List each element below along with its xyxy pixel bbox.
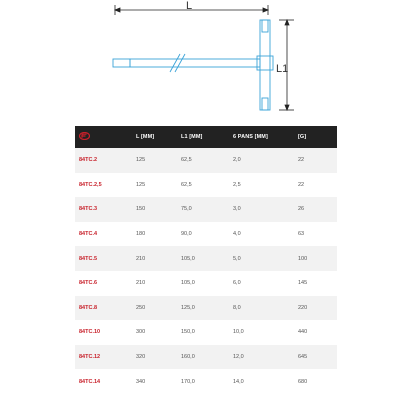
facom-logo-icon [79, 132, 90, 140]
weight-cell: 26 [298, 206, 305, 213]
l-cell: 125 [136, 157, 146, 164]
l-cell: 150 [136, 206, 146, 213]
table-row [75, 271, 337, 296]
ref-cell: 84TC.3 [79, 206, 98, 213]
weight-cell: 145 [298, 280, 308, 287]
ref-cell: 84TC.10 [79, 329, 101, 336]
table-row [75, 296, 337, 321]
length-label: L [185, 0, 193, 12]
table-row [75, 197, 337, 222]
pans-cell: 4,0 [233, 231, 241, 238]
l-cell: 125 [136, 181, 146, 188]
l1-cell: 90,0 [181, 231, 192, 238]
pans-cell: 5,0 [233, 255, 241, 262]
l1-cell: 160,0 [181, 354, 195, 361]
weight-cell: 680 [298, 378, 308, 385]
l-cell: 340 [136, 378, 146, 385]
ref-cell: 84TC.12 [79, 354, 101, 361]
l1-cell: 62,5 [181, 181, 192, 188]
weight-cell: 63 [298, 231, 305, 238]
l-cell: 300 [136, 329, 146, 336]
tool-handle [257, 20, 273, 110]
ref-cell: 84TC.2,5 [79, 181, 102, 188]
table-row [75, 369, 337, 394]
pans-cell: 8,0 [233, 304, 241, 311]
ref-cell: 84TC.6 [79, 280, 98, 287]
pans-cell: 3,0 [233, 206, 241, 213]
l-cell: 180 [136, 231, 146, 238]
col-header-l1: L1 [MM] [181, 134, 203, 140]
tool-shaft [113, 54, 260, 72]
pans-cell: 6,0 [233, 280, 241, 287]
col-header-6-pans: 6 PANS [MM] [233, 134, 268, 140]
ref-cell: 84TC.4 [79, 231, 98, 238]
table-row [75, 320, 337, 345]
specification-table [75, 126, 337, 394]
l1-cell: 125,0 [181, 304, 195, 311]
pans-cell: 2,0 [233, 157, 241, 164]
l1-cell: 62,5 [181, 157, 192, 164]
l-cell: 250 [136, 304, 146, 311]
t-handle-hex-key-diagram [0, 0, 400, 125]
ref-cell: 84TC.8 [79, 304, 98, 311]
weight-cell: 22 [298, 181, 305, 188]
ref-cell: 84TC.2 [79, 157, 98, 164]
weight-cell: 100 [298, 255, 308, 262]
col-header-l: L [MM] [136, 134, 155, 140]
pans-cell: 2,5 [233, 181, 241, 188]
l1-cell: 105,0 [181, 255, 195, 262]
table-row [75, 173, 337, 198]
l-cell: 210 [136, 280, 146, 287]
l1-cell: 105,0 [181, 280, 195, 287]
pans-cell: 12,0 [233, 354, 244, 361]
height-label: L1 [276, 63, 289, 75]
pans-cell: 14,0 [233, 378, 244, 385]
l1-cell: 150,0 [181, 329, 195, 336]
weight-cell: 645 [298, 354, 308, 361]
weight-cell: 22 [298, 157, 305, 164]
ref-cell: 84TC.14 [79, 378, 101, 385]
weight-cell: 220 [298, 304, 308, 311]
table-body [75, 148, 337, 394]
weight-cell: 440 [298, 329, 308, 336]
pans-cell: 10,0 [233, 329, 244, 336]
l-cell: 210 [136, 255, 146, 262]
col-header-weight: [G] [298, 134, 307, 140]
brand-logo-header [75, 126, 132, 148]
l1-cell: 170,0 [181, 378, 195, 385]
l-cell: 320 [136, 354, 146, 361]
ref-cell: 84TC.5 [79, 255, 98, 262]
table-row [75, 345, 337, 370]
table-row [75, 148, 337, 173]
table-header-row [75, 126, 337, 148]
l1-cell: 75,0 [181, 206, 192, 213]
table-row [75, 246, 337, 271]
table-row [75, 222, 337, 247]
